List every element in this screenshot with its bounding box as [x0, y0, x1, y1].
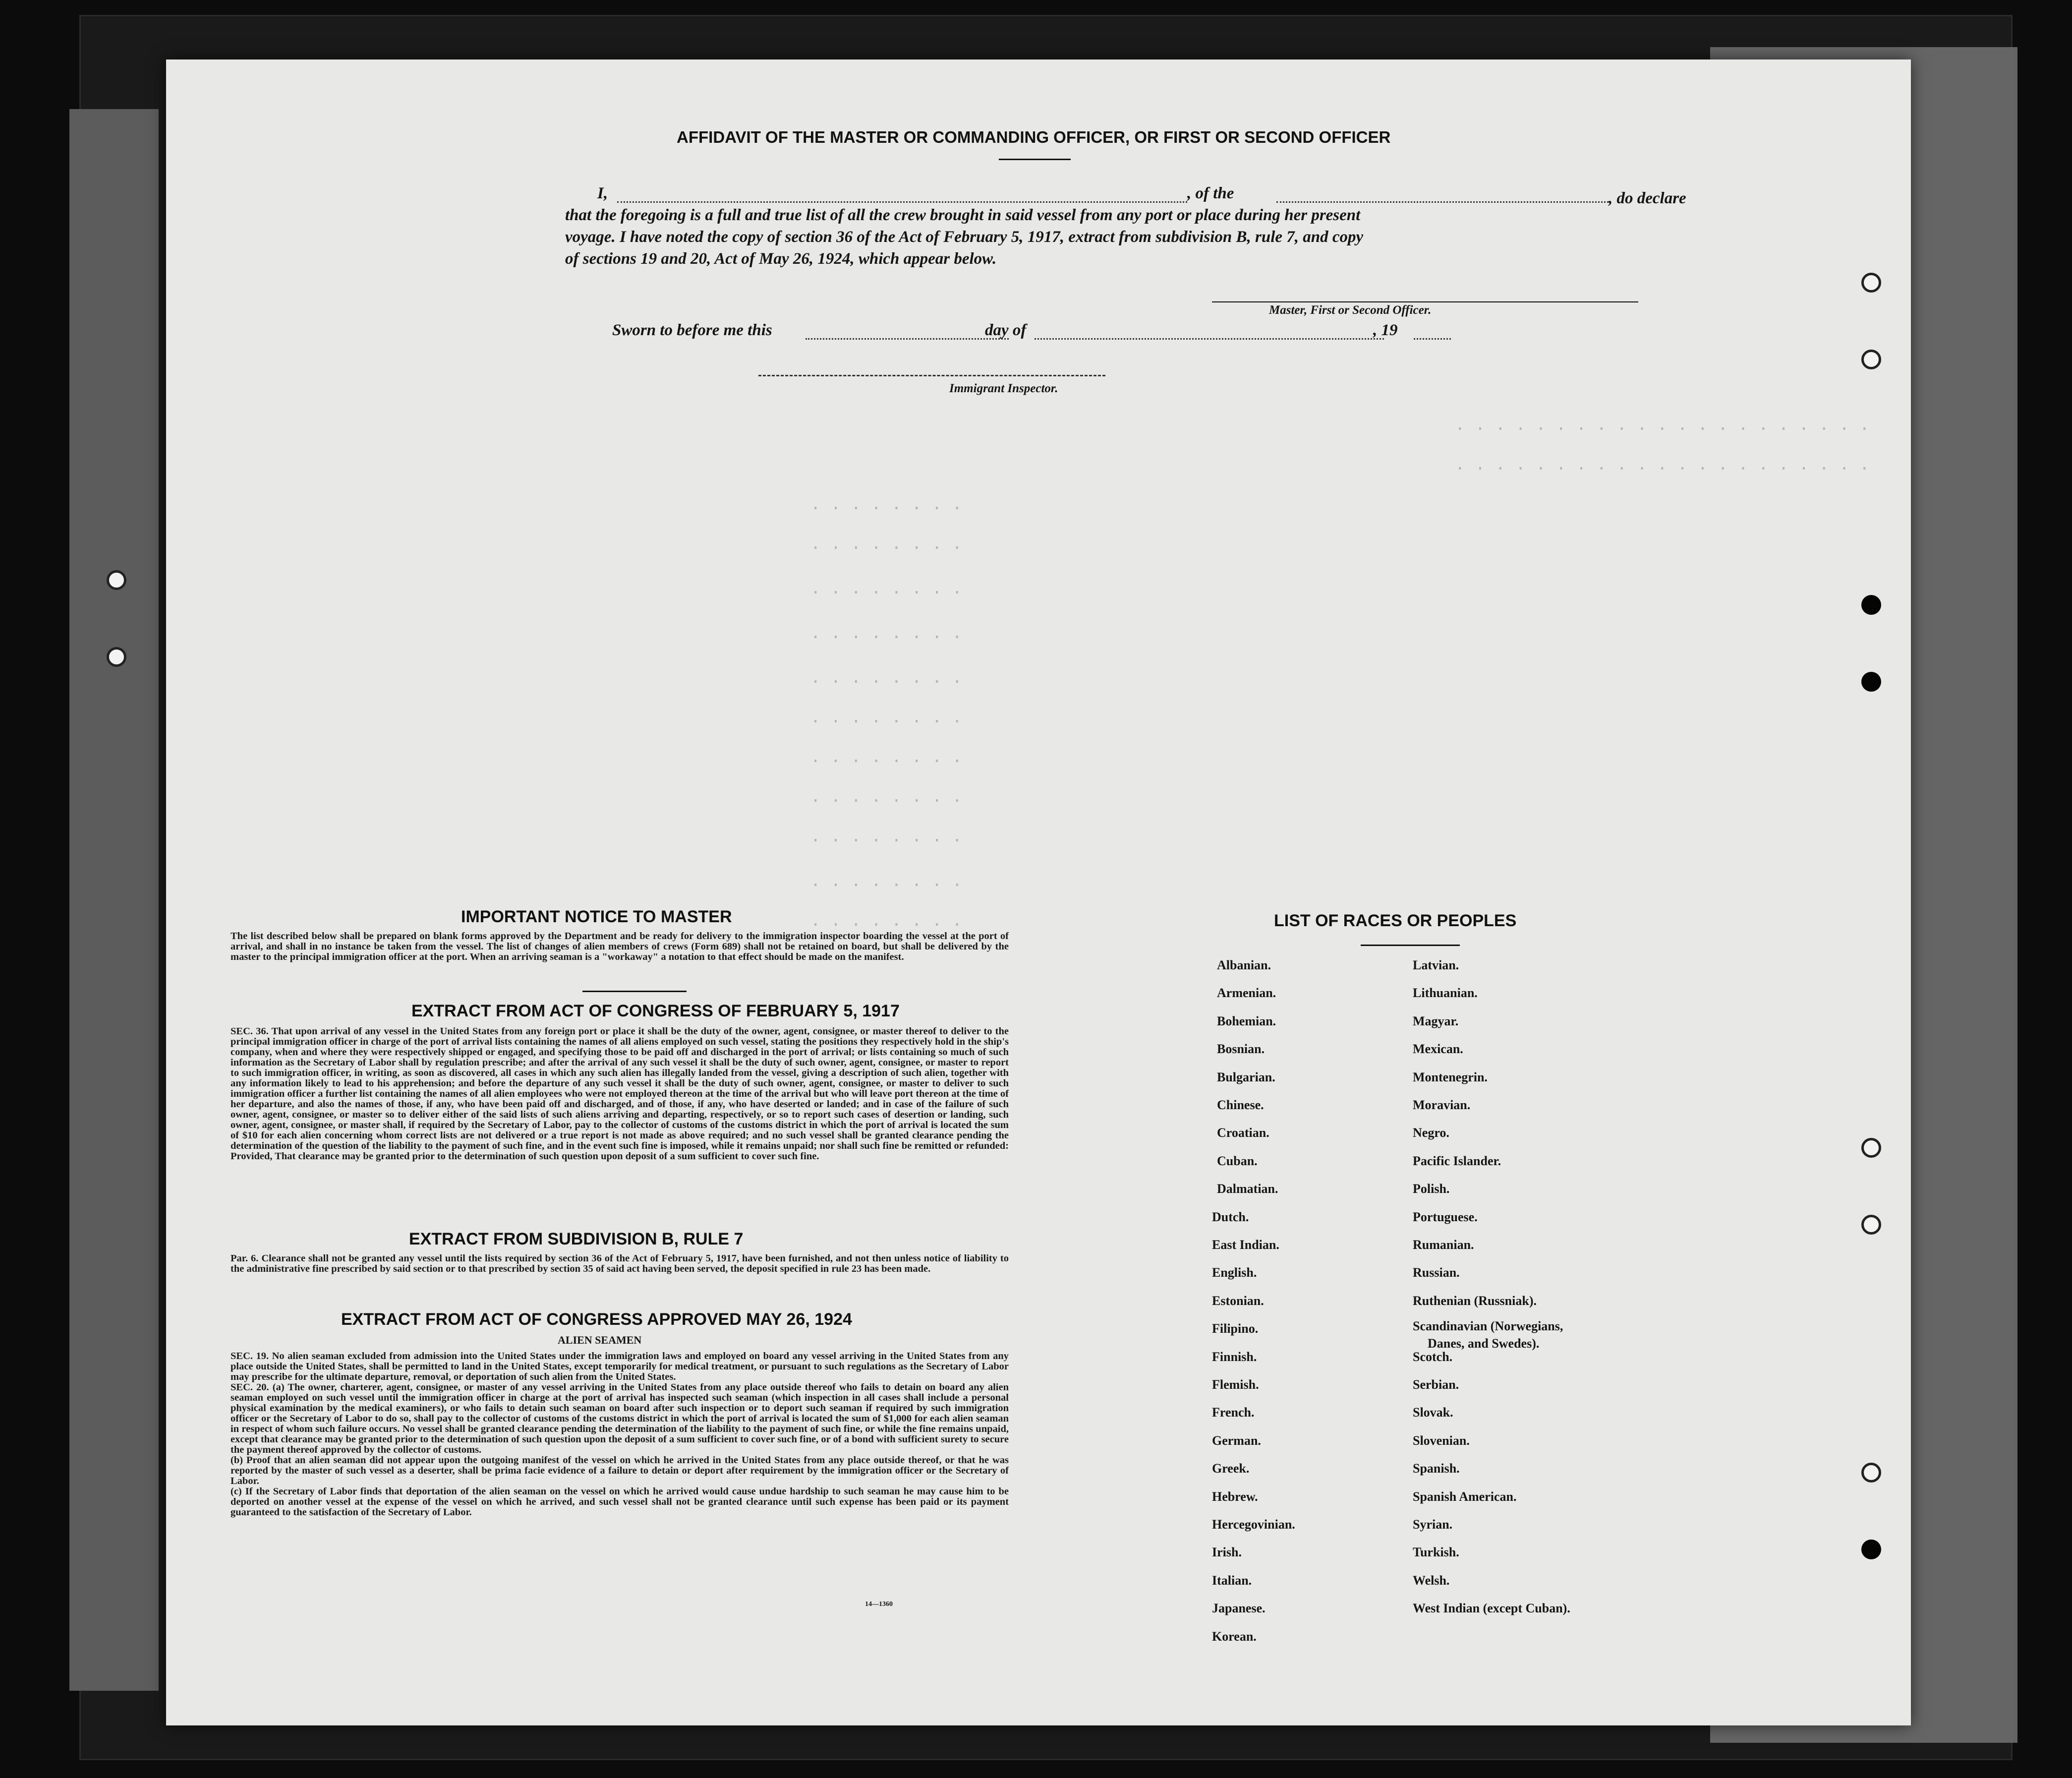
notice-text — [230, 931, 1009, 962]
affidavit-of-the: , of the — [1187, 184, 1234, 202]
binder-hole-icon — [1861, 1215, 1881, 1235]
race-item: Finnish. — [1212, 1349, 1257, 1364]
binder-hole-icon — [1861, 350, 1881, 369]
race-item: German. — [1212, 1433, 1261, 1448]
affidavit-line-2: that the foregoing is a full and true list of all the crew brought in said vessel from any port or place during her present — [565, 206, 1361, 224]
race-item: Serbian. — [1413, 1377, 1459, 1392]
race-item: Pacific Islander. — [1413, 1153, 1501, 1168]
race-item: Ruthenian (Russniak). — [1413, 1293, 1537, 1308]
race-item: Syrian. — [1413, 1517, 1453, 1532]
sworn-year-field[interactable] — [1414, 338, 1451, 340]
race-item: Albanian. — [1217, 958, 1271, 972]
race-item: Rumanian. — [1413, 1238, 1474, 1252]
race-item: Slovak. — [1413, 1405, 1453, 1420]
notice-rule — [582, 991, 687, 992]
affidavit-i: I, — [597, 184, 608, 202]
sworn-day-field[interactable] — [806, 338, 1009, 340]
extract-1917-title: EXTRACT FROM ACT OF CONGRESS OF FEBRUARY 5, 1917 — [411, 1002, 900, 1020]
race-item: Turkish. — [1413, 1545, 1459, 1560]
section-20b-paragraph: (b) Proof that an alien seaman did not appear upon the outgoing manifest of the vessel on which he arrived in the United States from any place outside thereof, or that he was reported by the master of such vessel as a deserter, shall be prima facie evidence of a failure to detain or deport after requirement by the immigration officer or the Secretary of Labor. — [230, 1455, 1009, 1486]
race-item: Dutch. — [1212, 1209, 1249, 1224]
race-item: Magyar. — [1413, 1013, 1459, 1028]
race-item: Russian. — [1413, 1265, 1460, 1280]
race-item: Portuguese. — [1413, 1209, 1478, 1224]
notice-title: IMPORTANT NOTICE TO MASTER — [461, 907, 732, 926]
extract-1917-text — [230, 1026, 1009, 1162]
sworn-day-label: day of — [985, 321, 1027, 339]
race-item: Armenian. — [1217, 986, 1276, 1001]
race-item: Bulgarian. — [1217, 1069, 1275, 1084]
race-item: East Indian. — [1212, 1238, 1279, 1252]
race-item: Negro. — [1413, 1126, 1449, 1140]
race-item: Dalmatian. — [1217, 1182, 1278, 1196]
binder-hole-icon — [1861, 1463, 1881, 1482]
race-item: Spanish. — [1413, 1461, 1460, 1476]
sworn-month-field[interactable] — [1035, 338, 1384, 340]
affidavit-title: AFFIDAVIT OF THE MASTER OR COMMANDING OFFICER, OR FIRST OR SECOND OFFICER — [677, 128, 1391, 146]
race-item: Italian. — [1212, 1573, 1252, 1588]
race-item: Japanese. — [1212, 1601, 1266, 1616]
race-item: Hercegovinian. — [1212, 1517, 1295, 1532]
extract-rule7-title: EXTRACT FROM SUBDIVISION B, RULE 7 — [409, 1230, 744, 1248]
extract-1924-text — [230, 1351, 1009, 1518]
race-item: Scotch. — [1413, 1349, 1453, 1364]
race-item: Scandinavian (Norwegians, — [1413, 1319, 1563, 1334]
race-item: Irish. — [1212, 1545, 1242, 1560]
affidavit-declare: , do declare — [1609, 189, 1686, 207]
section-20a-paragraph: SEC. 20. (a) The owner, charterer, agent, consignee, or master of any vessel arriving in the United States from any place outside thereof who fails to detain on board any alien seaman employed on such vessel until the immigration officer in charge at the port of arrival has inspected such seaman (which inspection in all cases shall include a personal physical examination by the medical examiners), or who fails to detain such seaman on board after such inspection or to deport such seaman if required by such immigration officer or the Secretary of Labor to do so, shall pay to the collector of customs of the customs district in which the port of arrival is located the sum of $1,000 for each alien seaman in respect of whom such failure occurs. No vessel shall be granted clearance pending the determination of the liability to the payment of such fine, or while the fine remains unpaid, except that clearance may be granted prior to the determination of such question upon the deposit of a sum sufficient to cover such fine, or of a bond with sufficient surety to secure the payment thereof approved by the collector of customs. — [230, 1382, 1009, 1455]
sworn-year-label: , 19 — [1373, 321, 1398, 339]
race-item: Slovenian. — [1413, 1433, 1470, 1448]
alien-seamen-subtitle: ALIEN SEAMEN — [558, 1334, 642, 1346]
extract-1924-title: EXTRACT FROM ACT OF CONGRESS APPROVED MAY 26, 1924 — [341, 1310, 852, 1329]
race-item: French. — [1212, 1405, 1255, 1420]
race-item: Danes, and Swedes). — [1428, 1336, 1540, 1351]
binder-hole-icon — [1861, 1540, 1881, 1559]
race-item: Montenegrin. — [1413, 1069, 1488, 1084]
underlying-sheet-left-edge — [69, 109, 159, 1691]
document-page: . . . . . . . . . . . . . . . . . . . . . . . . . . . . . . . . . . . . . . . . . . . . . . . . . . . . . . . . . . . . . . . . . . . . . . . . . . . . . . . . . . . . . . . . . . . . . . . . . . . . . . . . . . . . . . . . . . . . . . . . . . . . . . . . . . AFFIDAVIT OF THE MASTER OR COMMANDING OFFICER, OR FIRST OR SECOND OFFICER I, , of the , do declare that the foregoing is a full and true list of all the crew brought in said vessel from any port or place during her present voyage. I have noted the copy of section 36 of the Act of February 5, 1917, extract from subdivision B, rule 7, and copy of sections 19 and 20, Act of May 26, 1924, which appear below. Master, First or Second Officer. Sworn to before me this day of , 19 Immigrant Inspector. IMPORTANT NOTICE TO MASTER The list described below shall be prepared on blank forms approved by the Department and be ready for delivery to the immigration inspector boarding the vessel at the port of arrival, and shall in no instance be taken from the vessel. The list of changes of alien members of crews (Form 689) shall not be retained on board, but shall be delivered by the master to the principal immigration officer at the port. When an arriving seaman is a "workaway" a notation to that effect should be made on the manifest. EXTRACT FROM ACT OF CONGRESS OF FEBRUARY 5, 1917 SEC. 36. That upon arrival of any vessel in the United States from any foreign port or place it shall be the duty of the owner, agent, consignee, or master thereof to deliver to the principal immigration officer in charge of the port of arrival lists containing the names of all aliens employed on such vessel, stating the positions they respectively hold in the ship's company, when and where they were respectively shipped or engaged, and specifying those to be paid off and discharged in the port of arrival; or lists containing so much of such information as the Secretary of Labor shall by regulation prescribe; and after the arrival of any such vessel it shall be the duty of such owner, agent, consignee, or master to report to such immigration officer, in writing, as soon as discovered, all cases in which any such alien has illegally landed from the vessel, giving a description of such alien, together with any information likely to lead to his apprehension; and before the departure of any such vessel it shall be the duty of such owner, agent, consignee, or master to deliver to such immigration officer a further list containing the names of all alien employees who were not employed thereon at the time of the arrival but who will leave port thereon at the time of her departure, and also the names of those, if any, who have been paid off and discharged, and of those, if any, who have deserted or landed; and in case of the failure of such owner, agent, consignee, or master so to deliver either of the said lists of such aliens arriving and departing, respectively, or so to report such cases of desertion or landing, such owner, agent, consignee, or master shall, if required by the Secretary of Labor, pay to the collector of customs of the customs district in which the port of arrival is located the sum of $10 for each alien concerning whom correct lists are not delivered or a true report is not made as above required; and no such vessel shall be granted clearance pending the determination of the question of the liability to the payment of such fine, and in the event such fine is imposed, while it remains unpaid; nor shall such fine be remitted or refunded: Provided, That clearance may be granted prior to the determination of such question upon deposit of a sum sufficient to cover such fine. EXTRACT FROM SUBDIVISION B, RULE 7 Par. 6. Clearance shall not be granted any vessel until the lists required by section 36 of the Act of February 5, 1917, have been furnished, and not then unless notice of liability to the administrative fine prescribed by said section or to that prescribed by section 35 of said act having been served, the deposit specified in rule 23 has been made. EXTRACT FROM ACT OF CONGRESS APPROVED MAY 26, 1924 ALIEN SEAMEN SEC. 19. No alien seaman excluded from admission into the United States under the immigration laws and employed on board any vessel arriving in the United States from any place outside the United States, shall be permitted to land in the United States, except temporarily for medical treatment, or pursuant to such regulations as the Secretary of Labor may prescribe for the ultimate departure, removal, or deportation of such alien from the United States. SEC. 20. (a) The owner, charterer, agent, consignee, or master of any vessel arriving in the United States from any place outside thereof who fails to detain on board any alien seaman employed on such vessel until the immigration officer in charge at the port of arrival has inspected such seaman (which inspection in all cases shall include a personal physical examination by the medical examiners), or who fails to detain such seaman on board after such inspection or to deport such seaman if required by such immigration officer or the Secretary of Labor to do so, shall pay to the collector of customs of the customs district in which the port of arrival is located the sum of $1,000 for each alien seaman in respect of whom such failure occurs. No vessel shall be granted clearance pending the determination of the liability to the payment of such fine, or while the fine remains unpaid, except that clearance may be granted prior to the determination of such question upon the deposit of a sum sufficient to cover such fine, or of a bond with sufficient surety to secure the payment thereof approved by the collector of customs. (b) Proof that an alien seaman did not appear upon the outgoing manifest of the vessel on which he arrived in the United States from any place outside thereof, or that he was reported by the master of such vessel as a deserter, shall be prima facie evidence of a failure to detain or deport after requirement by the immigration officer or the Secretary of Labor. (c) If the Secretary of Labor finds that deportation of the alien seaman on the vessel on which he arrived would cause undue hardship to such seaman he may cause him to be deported on another vessel at the expense of the vessel on which he arrived, and such vessel shall not be granted clearance until such expense has been paid or its payment guaranteed to the satisfaction of the Secretary of Labor. 14—1360 LIST OF RACES OR PEOPLES Albanian. Armenian. Bohemian. Bosnian. Bulgarian. Chinese. Croatian. Cuban. Dalmatian. Dutch. East Indian. English. Estonian. Filipino. Finnish. Flemish. French. German. Greek. Hebrew. Hercegovinian. Irish. Italian. Japanese. Korean. Latvian. Lithuanian. Magyar. Mexican. Montenegrin. Moravian. Negro. Pacific Islander. Polish. Portuguese. Rumanian. Russian. Ruthenian (Russniak). Scandinavian (Norwegians, Danes, and Swedes). Scotch. Serbian. Slovak. Slovenian. Spanish. Spanish American. Syrian. Turkish. Welsh. West Indian (except Cuban). — [166, 59, 1911, 1725]
race-item: Filipino. — [1212, 1321, 1259, 1336]
binder-hole-icon — [107, 647, 126, 667]
affidavit-title-rule — [999, 159, 1071, 160]
affidavit-line-4: of sections 19 and 20, Act of May 26, 1924, which appear below. — [565, 250, 997, 268]
section-20c-paragraph: (c) If the Secretary of Labor finds that deportation of the alien seaman on the vessel on which he arrived would cause undue hardship to such seaman he may cause him to be deported on another vessel at the expense of the vessel on which he arrived, and such vessel shall not be granted clearance until such expense has been paid or its payment guaranteed to the satisfaction of the Secretary of Labor. — [230, 1486, 1009, 1518]
form-code: 14—1360 — [865, 1600, 893, 1608]
race-item: Estonian. — [1212, 1293, 1264, 1308]
race-item: Flemish. — [1212, 1377, 1259, 1392]
race-item: Spanish American. — [1413, 1489, 1517, 1504]
race-item: Hebrew. — [1212, 1489, 1258, 1504]
inspector-label: Immigrant Inspector. — [949, 382, 1058, 395]
race-item: West Indian (except Cuban). — [1413, 1601, 1570, 1616]
binder-hole-icon — [107, 570, 126, 590]
inspector-signature-line[interactable] — [758, 375, 1105, 376]
extract-rule7-text — [230, 1253, 1009, 1274]
race-item: Mexican. — [1413, 1042, 1463, 1057]
race-item: Greek. — [1212, 1461, 1250, 1476]
race-item: Cuban. — [1217, 1153, 1258, 1168]
binder-hole-icon — [1861, 1138, 1881, 1158]
race-item: Chinese. — [1217, 1098, 1264, 1112]
master-name-field[interactable] — [617, 201, 1187, 203]
race-item: Latvian. — [1413, 958, 1459, 972]
race-item: Croatian. — [1217, 1126, 1269, 1140]
rule-7-paragraph: Par. 6. Clearance shall not be granted any vessel until the lists required by section 36 of the Act of February 5, 1917, have been furnished, and not then unless notice of liability to the administrative fine prescribed by said section or to that prescribed by section 35 of said act having been served, the deposit specified in rule 23 has been made. — [230, 1253, 1009, 1274]
race-item: Korean. — [1212, 1629, 1257, 1644]
race-item: Bosnian. — [1217, 1042, 1265, 1057]
race-item: Lithuanian. — [1413, 986, 1478, 1001]
section-19-paragraph: SEC. 19. No alien seaman excluded from admission into the United States under the immigration laws and employed on board any vessel arriving in the United States from any place outside the United States, shall be permitted to land in the United States, except temporarily for medical treatment, or pursuant to such regulations as the Secretary of Labor may prescribe for the ultimate departure, removal, or deportation of such alien from the United States. — [230, 1351, 1009, 1382]
signature-line[interactable] — [1212, 301, 1638, 302]
notice-paragraph: The list described below shall be prepared on blank forms approved by the Department and be ready for delivery to the immigration inspector boarding the vessel at the port of arrival, and shall in no instance be taken from the vessel. The list of changes of alien members of crews (Form 689) shall not be retained on board, but shall be delivered by the master to the principal immigration officer at the port. When an arriving seaman is a "workaway" a notation to that effect should be made on the manifest. — [230, 931, 1009, 962]
races-title: LIST OF RACES OR PEOPLES — [1274, 911, 1517, 930]
race-item: Welsh. — [1413, 1573, 1450, 1588]
section-36-paragraph: SEC. 36. That upon arrival of any vessel in the United States from any foreign port or place it shall be the duty of the owner, agent, consignee, or master thereof to deliver to the principal immigration officer in charge of the port of arrival lists containing the names of all aliens employed on such vessel, stating the positions they respectively hold in the ship's company, when and where they were respectively shipped or engaged, and specifying those to be paid off and discharged in the port of arrival; or lists containing so much of such information as the Secretary of Labor shall by regulation prescribe; and after the arrival of any such vessel it shall be the duty of such owner, agent, consignee, or master to report to such immigration officer, in writing, as soon as discovered, all cases in which any such alien has illegally landed from the vessel, giving a description of such alien, together with any information likely to lead to his apprehension; and before the departure of any such vessel it shall be the duty of such owner, agent, consignee, or master to deliver to such immigration officer a further list containing the names of all alien employees who were not employed thereon at the time of the arrival but who will leave port thereon at the time of her departure, and also the names of those, if any, who have been paid off and discharged, and of those, if any, who have deserted or landed; and in case of the failure of such owner, agent, consignee, or master so to deliver either of the said lists of such aliens arriving and departing, respectively, or so to report such cases of desertion or landing, such owner, agent, consignee, or master shall, if required by the Secretary of Labor, pay to the collector of customs of the customs district in which the port of arrival is located the sum of $10 for each alien concerning whom correct lists are not delivered or a true report is not made as above required; and no such vessel shall be granted clearance pending the determination of the question of the liability to the payment of such fine, and in the event such fine is imposed, while it remains unpaid; nor shall such fine be remitted or refunded: Provided, That clearance may be granted prior to the determination of such question upon deposit of a sum sufficient to cover such fine. — [230, 1026, 1009, 1162]
binder-hole-icon — [1861, 595, 1881, 615]
binder-hole-icon — [1861, 273, 1881, 293]
binder-hole-icon — [1861, 672, 1881, 692]
races-title-rule — [1361, 945, 1460, 946]
race-item: Bohemian. — [1217, 1013, 1276, 1028]
race-item: Moravian. — [1413, 1098, 1471, 1112]
sworn-prefix: Sworn to before me this — [612, 321, 772, 339]
race-item: Polish. — [1413, 1182, 1450, 1196]
vessel-name-field[interactable] — [1276, 201, 1609, 203]
signature-label: Master, First or Second Officer. — [1269, 303, 1432, 317]
affidavit-line-3: voyage. I have noted the copy of section 36 of the Act of February 5, 1917, extract from subdivision B, rule 7, and copy — [565, 228, 1364, 246]
race-item: English. — [1212, 1265, 1257, 1280]
